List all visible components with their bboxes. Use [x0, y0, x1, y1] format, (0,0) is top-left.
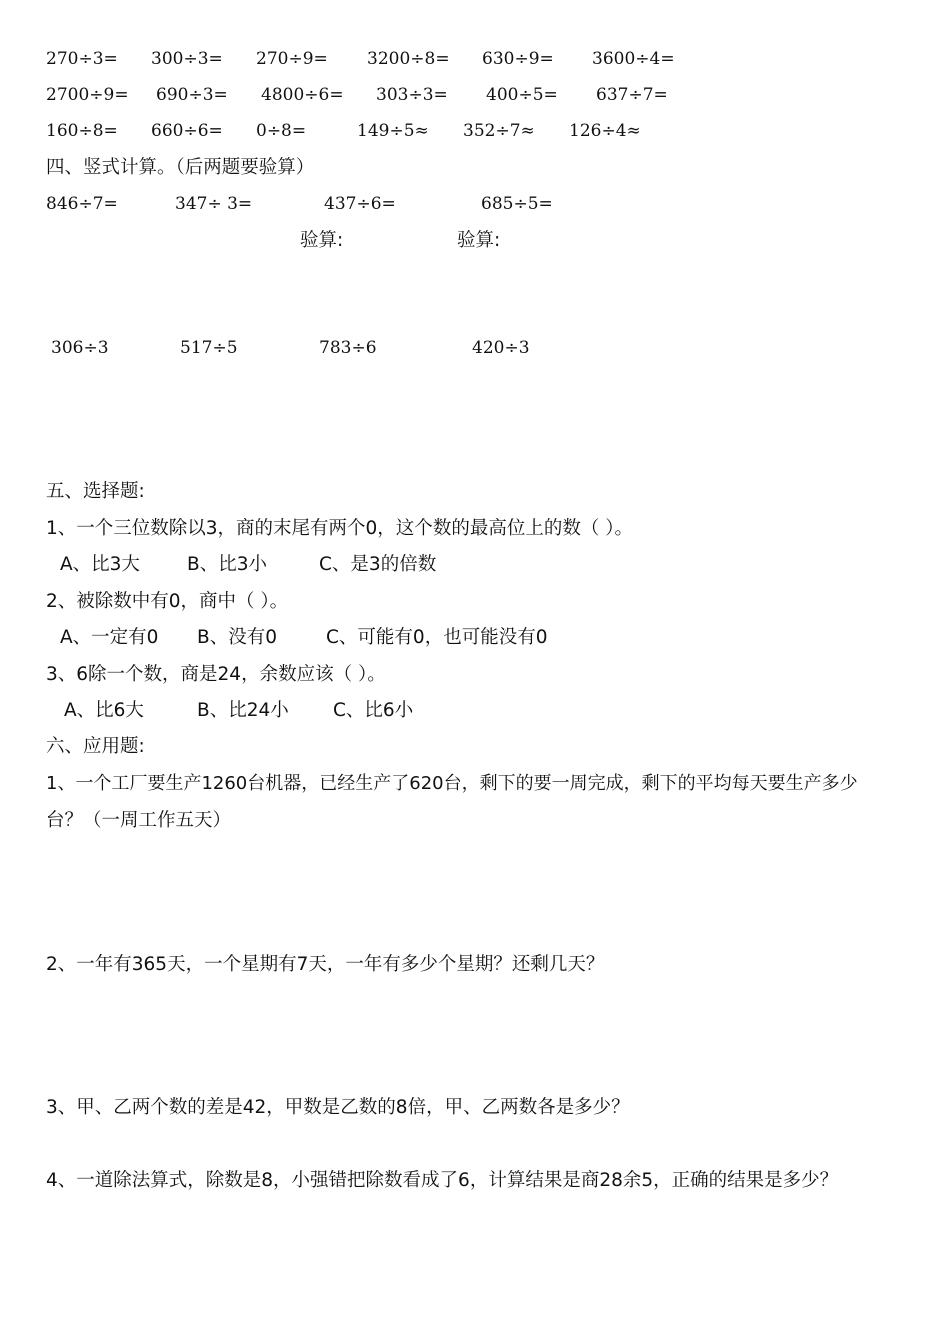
option-a: A、比6大: [64, 700, 144, 721]
calc-item: 783÷6: [319, 338, 377, 358]
oral-item: 300÷3=: [151, 49, 223, 69]
option-b: B、没有0: [197, 627, 277, 648]
word-problem-1-line-1: 1、一个工厂要生产1260台机器，已经生产了620台，剩下的要一周完成，剩下的平均每天要生产多少: [46, 773, 858, 794]
option-c: C、是3的倍数: [319, 554, 437, 575]
options-row: [0, 623, 950, 653]
oral-item: 400÷5=: [486, 85, 558, 105]
vertical-calc-row-2: [0, 333, 950, 363]
oral-item: 3600÷4=: [592, 49, 675, 69]
question-stem: 1、一个三位数除以3，商的末尾有两个0，这个数的最高位上的数（ ）。: [46, 518, 633, 539]
oral-item: 270÷3=: [46, 49, 118, 69]
oral-item: 630÷9=: [482, 49, 554, 69]
oral-item: 2700÷9=: [46, 85, 129, 105]
word-problem-2: 2、一年有365天，一个星期有7天，一年有多少个星期？还剩几天？: [46, 954, 605, 975]
question-stem: 2、被除数中有0，商中（ ）。: [46, 591, 289, 612]
oral-row-1: [0, 44, 950, 74]
option-c: C、比6小: [333, 700, 414, 721]
option-c: C、可能有0，也可能没有0: [326, 627, 548, 648]
word-problem-3: 3、甲、乙两个数的差是42，甲数是乙数的8倍，甲、乙两数各是多少？: [46, 1097, 630, 1118]
option-b: B、比3小: [187, 554, 267, 575]
oral-item: 660÷6=: [151, 121, 223, 141]
oral-item: 270÷9=: [256, 49, 328, 69]
calc-item: 306÷3: [51, 338, 109, 358]
word-problem-1-line-2: 台？（一周工作五天）: [46, 810, 232, 831]
oral-item: 0÷8=: [256, 121, 307, 141]
check-label-1: 验算:: [300, 230, 344, 251]
option-a: A、比3大: [60, 554, 140, 575]
oral-item: 3200÷8=: [367, 49, 450, 69]
calc-item: 420÷3: [472, 338, 530, 358]
calc-item: 846÷7=: [46, 194, 118, 214]
calc-item: 685÷5=: [481, 194, 553, 214]
oral-item: 160÷8=: [46, 121, 118, 141]
calc-item: 347÷ 3=: [175, 194, 253, 214]
check-label-2: 验算:: [457, 230, 501, 251]
oral-row-3: [0, 116, 950, 146]
oral-item: 352÷7≈: [463, 121, 535, 141]
vertical-calc-row-1: [0, 189, 950, 219]
word-problem-4: 4、一道除法算式，除数是8，小强错把除数看成了6，计算结果是商28余5，正确的结果是多少？: [46, 1170, 839, 1191]
section-5-title: 五、选择题:: [46, 481, 145, 502]
oral-row-2: [0, 80, 950, 110]
oral-item: 126÷4≈: [569, 121, 641, 141]
oral-item: 4800÷6=: [261, 85, 344, 105]
question-stem: 3、6除一个数，商是24，余数应该（ ）。: [46, 664, 386, 685]
option-a: A、一定有0: [60, 627, 159, 648]
oral-item: 303÷3=: [376, 85, 448, 105]
options-row: [0, 696, 950, 726]
options-row: [0, 550, 950, 580]
option-b: B、比24小: [197, 700, 289, 721]
calc-item: 517÷5: [180, 338, 238, 358]
section-6-title: 六、应用题:: [46, 736, 145, 757]
oral-item: 690÷3=: [156, 85, 228, 105]
calc-item: 437÷6=: [324, 194, 396, 214]
oral-item: 149÷5≈: [357, 121, 429, 141]
oral-item: 637÷7=: [596, 85, 668, 105]
section-4-title: 四、竖式计算。（后两题要验算）: [46, 157, 315, 178]
